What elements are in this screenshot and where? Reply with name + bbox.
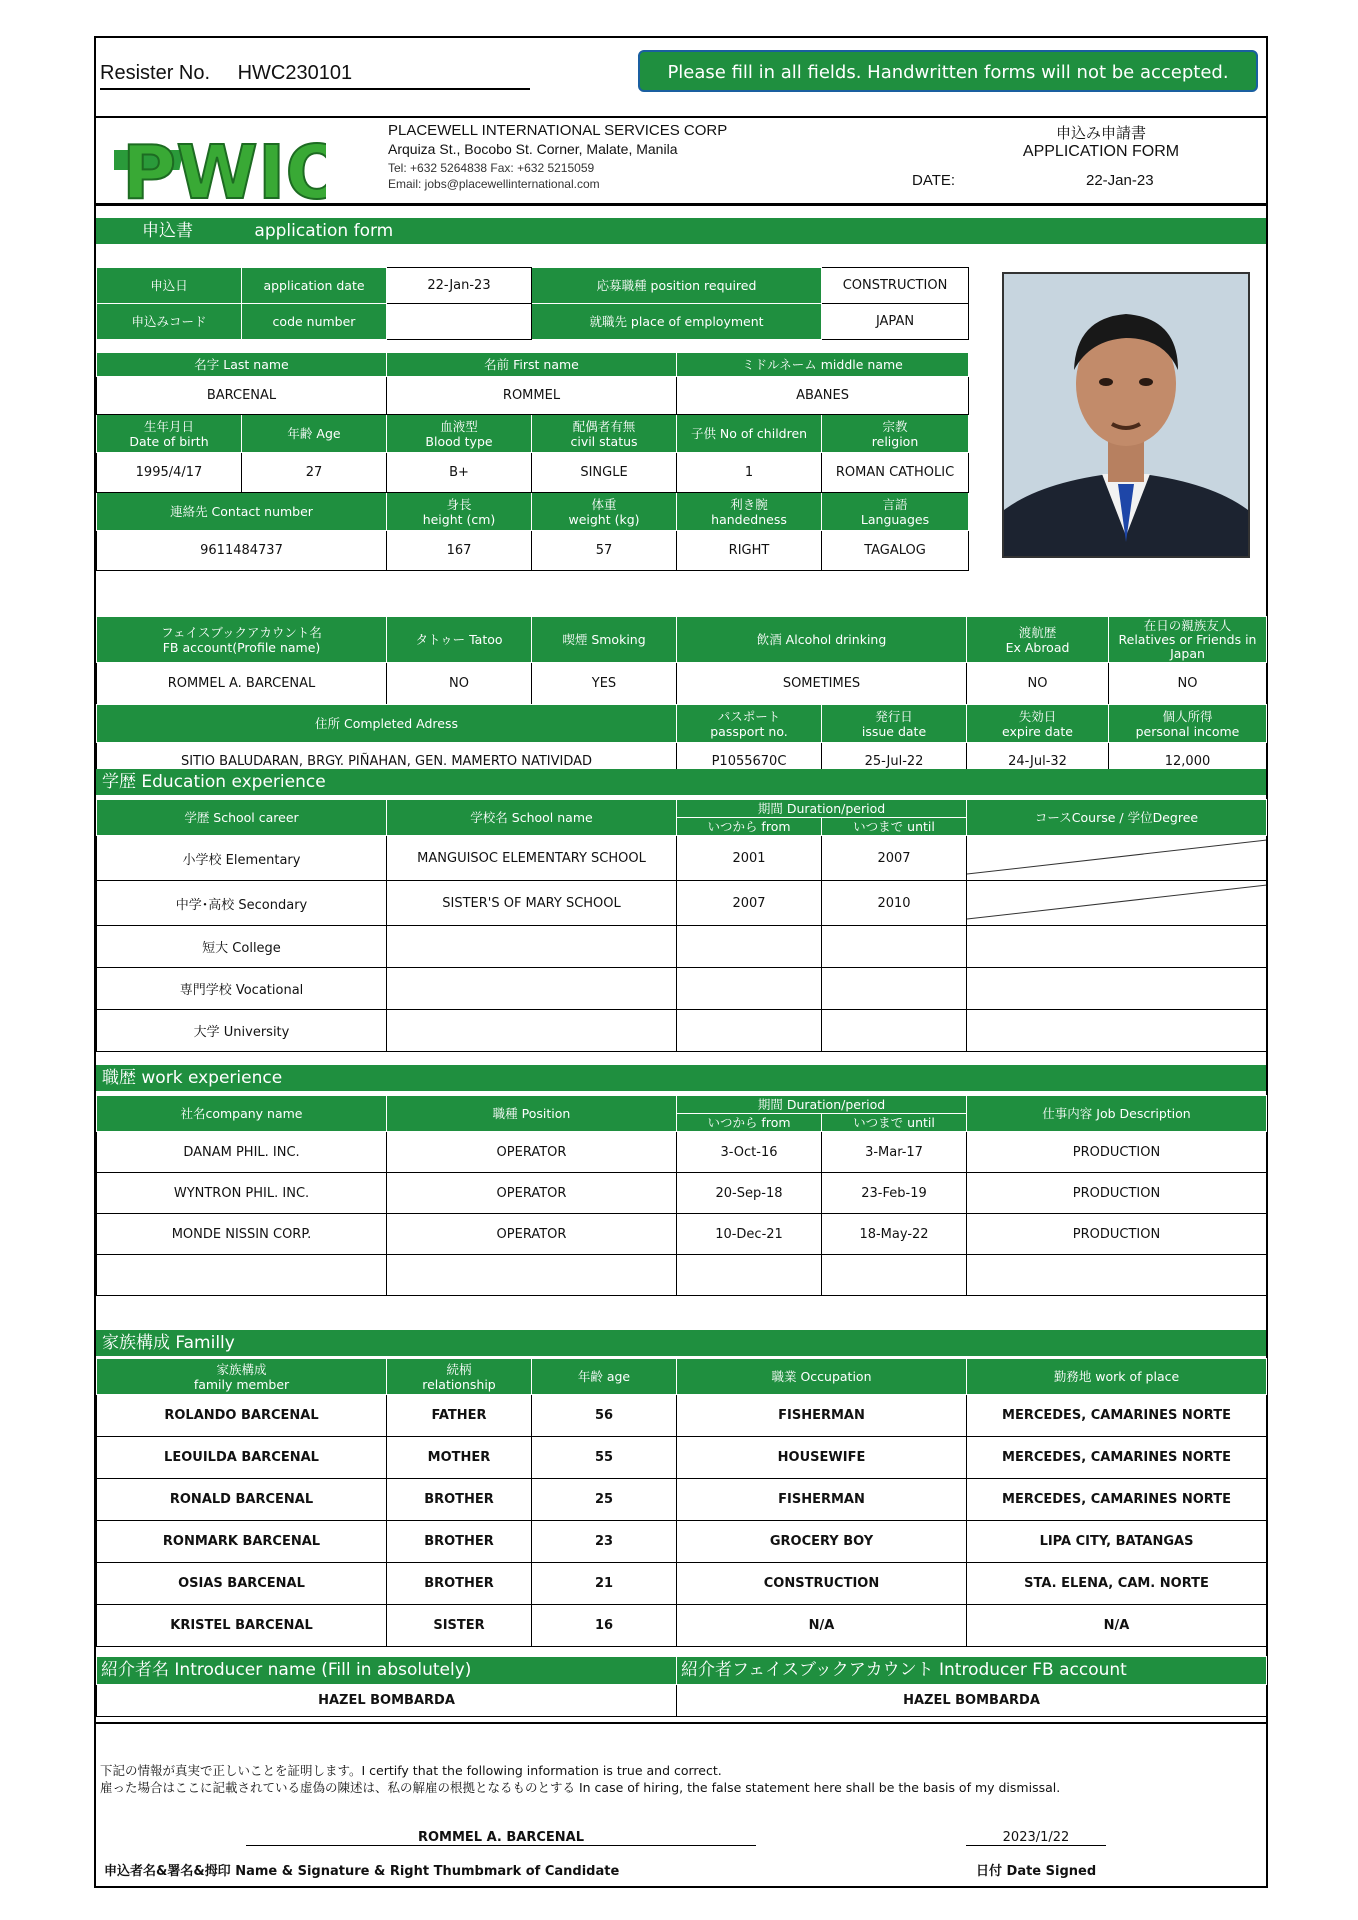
income: 12,000 (1109, 743, 1267, 781)
work-until: 23-Feb-19 (822, 1173, 967, 1214)
register-label: Resister No. (100, 62, 211, 84)
application-sheet (94, 36, 1268, 1888)
strike-line (967, 836, 1267, 876)
school-career: 中学･高校 Secondary (97, 881, 387, 926)
h-age: 年齢 Age (242, 415, 387, 453)
family-member: OSIAS BARCENAL (97, 1563, 387, 1605)
h-tattoo: タトゥー Tatoo (387, 617, 532, 663)
course-strikeout (967, 836, 1267, 881)
table-row (97, 1605, 1267, 1647)
logo-text: PWIO (122, 130, 326, 206)
school-career: 小学校 Elementary (97, 836, 387, 881)
introducer-table (96, 1656, 1267, 1717)
from: 2001 (677, 836, 822, 881)
divider (96, 1722, 1266, 1724)
h-hand: 利き腕 handedness (677, 493, 822, 531)
family-title: 家族構成 Familly (102, 1333, 235, 1353)
company: DANAM PHIL. INC. (97, 1132, 387, 1173)
h-relationship: 続柄 relationship (387, 1359, 532, 1395)
relationship: BROTHER (387, 1521, 532, 1563)
family-table (96, 1358, 1267, 1647)
h-work-place: 勤務地 work of place (967, 1359, 1267, 1395)
introducer-fb: HAZEL BOMBARDA (677, 1685, 1267, 1717)
work-place: MERCEDES, CAMARINES NORTE (967, 1437, 1267, 1479)
h-from: いつから from (677, 818, 822, 836)
course (967, 968, 1267, 1010)
family-age: 25 (532, 1479, 677, 1521)
family-section-header (96, 1330, 1266, 1356)
h-dob: 生年月日 Date of birth (97, 415, 242, 453)
tattoo: NO (387, 663, 532, 705)
h-introducer-fb: 紹介者フェイスブックアカウント Introducer FB account (677, 1657, 1267, 1685)
job-description: PRODUCTION (967, 1173, 1267, 1214)
until (822, 926, 967, 968)
work-position: OPERATOR (387, 1132, 677, 1173)
h-duration: 期間 Duration/period (677, 800, 967, 818)
code-value (387, 304, 532, 340)
work-position: OPERATOR (387, 1214, 677, 1255)
h-code: code number (242, 304, 387, 340)
family-member: LEOUILDA BARCENAL (97, 1437, 387, 1479)
occupation: FISHERMAN (677, 1479, 967, 1521)
address: SITIO BALUDARAN, BRGY. PIÑAHAN, GEN. MAMERTO NATIVIDAD (97, 743, 677, 781)
app-section-en: application form (254, 221, 394, 241)
work-place: N/A (967, 1605, 1267, 1647)
from: 2007 (677, 881, 822, 926)
occupation: N/A (677, 1605, 967, 1647)
h-religion: 宗教 religion (822, 415, 969, 453)
table-row (97, 1437, 1267, 1479)
place-value: JAPAN (822, 304, 969, 340)
alcohol: SOMETIMES (677, 663, 967, 705)
family-age: 16 (532, 1605, 677, 1647)
h-school-name: 学校名 School name (387, 800, 677, 836)
family-age: 55 (532, 1437, 677, 1479)
strike-line (967, 881, 1267, 921)
h-last-name: 名字 Last name (97, 353, 387, 377)
work-place: MERCEDES, CAMARINES NORTE (967, 1479, 1267, 1521)
company-tel: Tel: +632 5264838 Fax: +632 5215059 (388, 161, 595, 175)
company-email: Email: jobs@placewellinternational.com (388, 177, 600, 191)
candidate-label: 申込者名&署名&拇印 Name & Signature & Right Thumbmark of Candidate (104, 1864, 620, 1879)
table-row (97, 1563, 1267, 1605)
date-label: DATE: (912, 172, 956, 189)
middle-name: ABANES (677, 377, 969, 415)
form-title (976, 122, 1226, 161)
issue-date: 25-Jul-22 (822, 743, 967, 781)
h-blood: 血液型 Blood type (387, 415, 532, 453)
h-company: 社名company name (97, 1096, 387, 1132)
school-name: MANGUISOC ELEMENTARY SCHOOL (387, 836, 677, 881)
h-school-career: 学歴 School career (97, 800, 387, 836)
relationship: BROTHER (387, 1479, 532, 1521)
relationship: SISTER (387, 1605, 532, 1647)
job-description (967, 1255, 1267, 1296)
until (822, 968, 967, 1010)
h-app-date: application date (242, 268, 387, 304)
h-first-name: 名前 First name (387, 353, 677, 377)
from (677, 968, 822, 1010)
h-civil: 配偶者有無 civil status (532, 415, 677, 453)
course (967, 1010, 1267, 1052)
notice-text: Please fill in all fields. Handwritten forms will not be accepted. (667, 62, 1229, 83)
first-name: ROMMEL (387, 377, 677, 415)
h-occupation: 職業 Occupation (677, 1359, 967, 1395)
school-name (387, 926, 677, 968)
work-position (387, 1255, 677, 1296)
h-until: いつまで until (822, 818, 967, 836)
h-work-duration: 期間 Duration/period (677, 1096, 967, 1114)
contact-number: 9611484737 (97, 531, 387, 571)
relationship: MOTHER (387, 1437, 532, 1479)
application-section-header (96, 218, 1266, 244)
personal-table-2 (96, 616, 1267, 705)
certify-line-1: 下記の情報が真実で正しいことを証明します。I certify that the following information is true and correct. (100, 1763, 722, 1778)
family-member: KRISTEL BARCENAL (97, 1605, 387, 1647)
work-title: 職歴 work experience (102, 1068, 283, 1088)
fb-account: ROMMEL A. BARCENAL (97, 663, 387, 705)
table-row (97, 881, 1267, 926)
company: MONDE NISSIN CORP. (97, 1214, 387, 1255)
occupation: CONSTRUCTION (677, 1563, 967, 1605)
age: 27 (242, 453, 387, 493)
form-date: 22-Jan-23 (1086, 172, 1154, 189)
family-member: RONALD BARCENAL (97, 1479, 387, 1521)
h-work-from: いつから from (677, 1114, 822, 1132)
company-address: Arquiza St., Bocobo St. Corner, Malate, Manila (388, 141, 678, 157)
divider (96, 116, 1266, 118)
work-until: 3-Mar-17 (822, 1132, 967, 1173)
h-alcohol: 飲酒 Alcohol drinking (677, 617, 967, 663)
children: 1 (677, 453, 822, 493)
relatives: NO (1109, 663, 1267, 705)
table-row (97, 1521, 1267, 1563)
course (967, 926, 1267, 968)
divider (96, 203, 1266, 206)
signed-date-label: 日付 Date Signed (976, 1864, 1097, 1879)
from (677, 926, 822, 968)
form-title-en: APPLICATION FORM (1022, 143, 1180, 160)
work-place: STA. ELENA, CAM. NORTE (967, 1563, 1267, 1605)
education-table (96, 799, 1267, 1052)
school-name: SISTER'S OF MARY SCHOOL (387, 881, 677, 926)
h-ex-abroad: 渡航歴 Ex Abroad (967, 617, 1109, 663)
h-middle-name: ミドルネーム middle name (677, 353, 969, 377)
work-place: MERCEDES, CAMARINES NORTE (967, 1395, 1267, 1437)
weight: 57 (532, 531, 677, 571)
company: WYNTRON PHIL. INC. (97, 1173, 387, 1214)
work-place: LIPA CITY, BATANGAS (967, 1521, 1267, 1563)
school-career: 大学 University (97, 1010, 387, 1052)
applicant-photo (1002, 272, 1250, 558)
work-from: 10-Dec-21 (677, 1214, 822, 1255)
h-passport: パスポート passport no. (677, 705, 822, 743)
h-job-description: 仕事内容 Job Description (967, 1096, 1267, 1132)
table-row (97, 1214, 1267, 1255)
h-work-position: 職種 Position (387, 1096, 677, 1132)
application-table (96, 267, 969, 340)
register-number: HWC230101 (237, 62, 353, 84)
h-introducer-name: 紹介者名 Introducer name (Fill in absolutely) (97, 1657, 677, 1685)
app-date-value: 22-Jan-23 (387, 268, 532, 304)
work-until: 18-May-22 (822, 1214, 967, 1255)
h-position: 応募職種 position required (532, 268, 822, 304)
certification-text (100, 1762, 1260, 1796)
from (677, 1010, 822, 1052)
h-height: 身長 height (cm) (387, 493, 532, 531)
table-row (97, 968, 1267, 1010)
h-income: 個人所得 personal income (1109, 705, 1267, 743)
job-description: PRODUCTION (967, 1132, 1267, 1173)
table-row (97, 1132, 1267, 1173)
work-section-header (96, 1065, 1266, 1091)
occupation: GROCERY BOY (677, 1521, 967, 1563)
company-name: PLACEWELL INTERNATIONAL SERVICES CORP (388, 122, 728, 139)
until: 2007 (822, 836, 967, 881)
h-family-member: 家族構成 family member (97, 1359, 387, 1395)
dob: 1995/4/17 (97, 453, 242, 493)
register-row (100, 62, 530, 90)
h-course: コースCourse / 学位Degree (967, 800, 1267, 836)
job-description: PRODUCTION (967, 1214, 1267, 1255)
course-strikeout (967, 881, 1267, 926)
work-from (677, 1255, 822, 1296)
occupation: FISHERMAN (677, 1395, 967, 1437)
family-member: ROLANDO BARCENAL (97, 1395, 387, 1437)
certify-line-2: 雇った場合はここに記載されている虚偽の陳述は、私の解雇の根拠となるものとする In case of hiring, the false statement here shall be the basis of my dismissal. (100, 1780, 1061, 1795)
h-family-age: 年齢 age (532, 1359, 677, 1395)
h-issue-date: 発行日 issue date (822, 705, 967, 743)
personal-table (96, 352, 969, 571)
school-name (387, 1010, 677, 1052)
handedness: RIGHT (677, 531, 822, 571)
ex-abroad: NO (967, 663, 1109, 705)
height: 167 (387, 531, 532, 571)
family-member: RONMARK BARCENAL (97, 1521, 387, 1563)
table-row (97, 1395, 1267, 1437)
civil-status: SINGLE (532, 453, 677, 493)
table-row (97, 1479, 1267, 1521)
family-age: 23 (532, 1521, 677, 1563)
relationship: BROTHER (387, 1563, 532, 1605)
company (97, 1255, 387, 1296)
occupation: HOUSEWIFE (677, 1437, 967, 1479)
h-relatives: 在日の親族友人 Relatives or Friends in Japan (1109, 617, 1267, 663)
h-weight: 体重 weight (kg) (532, 493, 677, 531)
h-app-date-jp: 申込日 (97, 268, 242, 304)
h-fb-account: フェイスブックアカウント名 FB account(Profile name) (97, 617, 387, 663)
passport-no: P1055670C (677, 743, 822, 781)
family-age: 21 (532, 1563, 677, 1605)
h-languages: 言語 Languages (822, 493, 969, 531)
h-expire-date: 失効日 expire date (967, 705, 1109, 743)
languages: TAGALOG (822, 531, 969, 571)
work-from: 3-Oct-16 (677, 1132, 822, 1173)
until: 2010 (822, 881, 967, 926)
h-address: 住所 Completed Adress (97, 705, 677, 743)
h-children: 子供 No of children (677, 415, 822, 453)
education-title: 学歴 Education experience (102, 772, 326, 792)
h-smoking: 喫煙 Smoking (532, 617, 677, 663)
app-section-jp: 申込書 (142, 221, 193, 241)
work-table (96, 1095, 1267, 1296)
blood-type: B+ (387, 453, 532, 493)
form-title-jp: 申込み申請書 (1055, 125, 1146, 142)
family-age: 56 (532, 1395, 677, 1437)
h-contact: 連絡先 Contact number (97, 493, 387, 531)
table-row (97, 1010, 1267, 1052)
signed-date: 2023/1/22 (966, 1830, 1106, 1846)
h-work-until: いつまで until (822, 1114, 967, 1132)
work-position: OPERATOR (387, 1173, 677, 1214)
introducer-name: HAZEL BOMBARDA (97, 1685, 677, 1717)
table-row (97, 926, 1267, 968)
position-value: CONSTRUCTION (822, 268, 969, 304)
notice-banner (638, 50, 1258, 92)
work-until (822, 1255, 967, 1296)
until (822, 1010, 967, 1052)
h-place: 就職先 place of employment (532, 304, 822, 340)
education-section-header (96, 769, 1266, 795)
candidate-name: ROMMEL A. BARCENAL (246, 1830, 756, 1846)
company-info (388, 122, 808, 191)
school-career: 専門学校 Vocational (97, 968, 387, 1010)
company-logo (114, 120, 326, 206)
smoking: YES (532, 663, 677, 705)
h-code-jp: 申込みコード (97, 304, 242, 340)
relationship: FATHER (387, 1395, 532, 1437)
work-from: 20-Sep-18 (677, 1173, 822, 1214)
religion: ROMAN CATHOLIC (822, 453, 969, 493)
table-row (97, 1255, 1267, 1296)
table-row (97, 1173, 1267, 1214)
school-career: 短大 College (97, 926, 387, 968)
last-name: BARCENAL (97, 377, 387, 415)
expire-date: 24-Jul-32 (967, 743, 1109, 781)
table-row (97, 836, 1267, 881)
school-name (387, 968, 677, 1010)
